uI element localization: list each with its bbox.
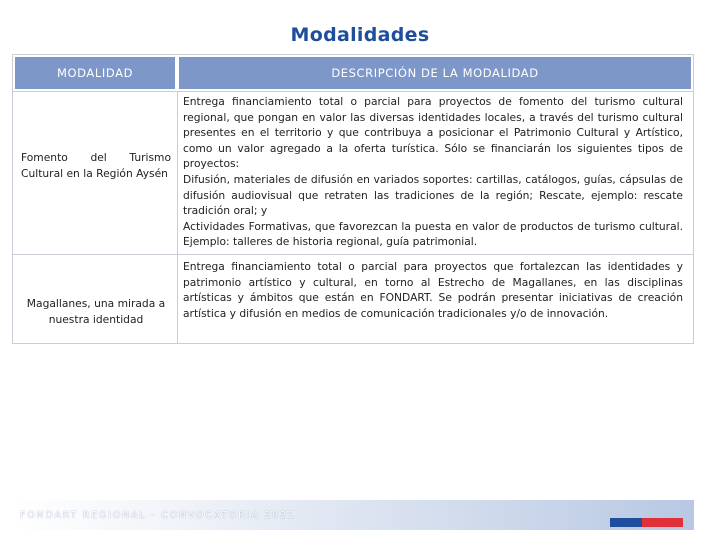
page-title: Modalidades — [290, 24, 430, 46]
modalidad-cell: Magallanes, una mirada a nuestra identidad — [26, 297, 166, 326]
flag-blue-stripe — [610, 518, 642, 527]
footer-text: FONDART REGIONAL - CONVOCATORIA 2021 — [20, 510, 296, 521]
descripcion-cell — [183, 259, 683, 321]
descripcion-paragraph: Entrega financiamiento total o parcial para proyectos que fortalezcan las identidades y patrimonio artístico y cultural, en torno al Estrecho de Magallanes, en las disciplinas artísticas y ámbitos que están en FONDART. Se podrán presentar iniciativas de creación artística y difusión en medios de comunicación tradicionales y/o de innovación. — [183, 260, 683, 320]
descripcion-cell — [183, 94, 683, 250]
column-divider — [177, 91, 178, 343]
flag-red-stripe — [642, 518, 683, 527]
row-divider — [13, 91, 693, 92]
header-modalidad: MODALIDAD — [15, 57, 175, 89]
descripcion-paragraph: Entrega financiamiento total o parcial para proyectos de fomento del turismo cultural regional, que pongan en valor las diversas identidades locales, a través del turismo cultural presentes en el territorio y que contribuya a posicionar el Patrimonio Cultural y Artístico, como un valor agregado a la oferta turística. Sólo se financiarán los siguientes tipos de proyectos: — [183, 95, 683, 171]
descripcion-paragraph: Difusión, materiales de difusión en variados soportes: cartillas, catálogos, guías, cápsulas de difusión audiovisual que retraten las tradiciones de la región; Rescate, ejemplo: rescate tradición oral; y — [183, 172, 683, 218]
descripcion-paragraph: Actividades Formativas, que favorezcan la puesta en valor de productos de turismo cultural. Ejemplo: talleres de historia regional, guía patrimonial. — [183, 219, 683, 249]
header-descripcion: DESCRIPCIÓN DE LA MODALIDAD — [179, 57, 691, 89]
modalidades-table — [12, 54, 694, 344]
row-divider — [13, 254, 693, 255]
modalidad-cell: Fomento del Turismo Cultural en la Región Aysén — [21, 151, 171, 180]
footer-bar — [12, 500, 694, 530]
